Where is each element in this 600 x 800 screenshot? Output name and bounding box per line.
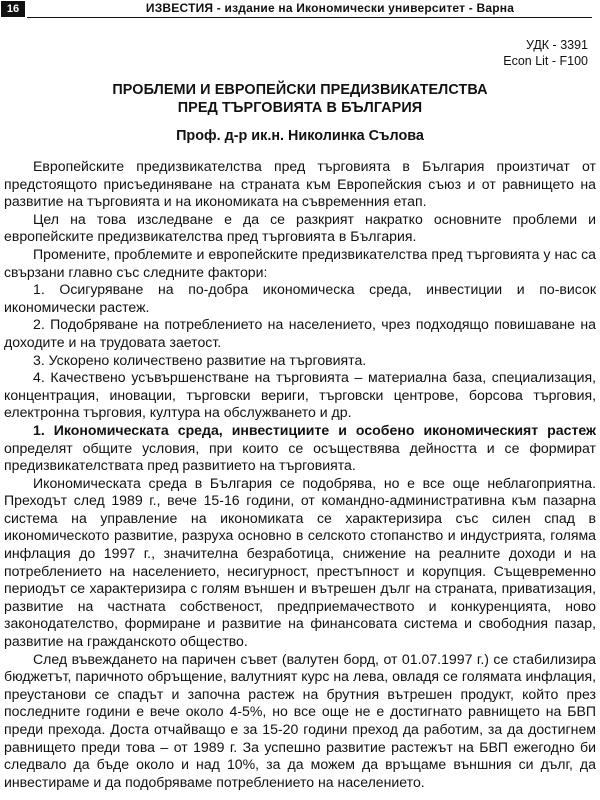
paragraph: Икономическата среда в България се подобрява, но е все още неблагоприятна. Преходът след 1989 г., вече 15-16 години, от командно-административна към пазарна система на управление на икономиката се характеризира със силен спад в икономическото развитие, разруха основно в селското стопанство и индустрията, голяма инфлация до 1997 г., значителна безработица, снижение на реалните доходи и на потреблението на населението, несигурност, престъпност и корупция. Същевременно периодът се характеризира с голям външен и вътрешен дълг на страната, приватизация, развитие на частната собственост, предприемачеството и конкуренцията, ново законодателство, формиране и развитие на финансовата система и свободния пазар, развитие на гражданското общество. [4,474,596,650]
title-line-1: ПРОБЛЕМИ И ЕВРОПЕЙСКИ ПРЕДИЗВИКАТЕЛСТВА [112,82,488,98]
classification-codes [503,37,588,69]
econlit-code: Econ Lit - F100 [503,54,588,68]
list-item: 2. Подобряване на потреблението на населението, чрез подходящо повишаване на доходите и на трудовата заетост. [4,316,596,350]
article-title [40,81,560,117]
header-rule [27,17,592,18]
list-item: 4. Качествено усъвършенстване на търговията – материална база, специализация, концентрация, иновации, търговски вериги, търговски центрове, борсова търговия, електронна търговия, култура на обслужването и др. [4,369,596,421]
udk-code: УДК - 3391 [525,38,588,52]
paragraph: Цел на това изследване е да се разкрият накратко основните проблеми и европейските предизвикателства пред търговията в България. [4,210,596,245]
title-line-2: ПРЕД ТЪРГОВИЯТА В БЪЛГАРИЯ [177,100,423,116]
paragraph-text: определят общите условия, при които се осъществява дейността и се формират предизвикателствата пред развитието на търговията. [4,439,596,474]
paragraph: Европейските предизвикателства пред търговията в България произтичат от предстоящото присъединяване на страната към Европейския съюз и от равнището на развитие на търговията и на икономиката на съвременния етап. [4,158,596,210]
list-item: 1. Осигуряване на по-добра икономическа среда, инвестиции и по-висок икономически растеж. [4,281,596,315]
page-number: 16 [1,1,25,17]
running-title: ИЗВЕСТИЯ - издание на Икономически университет - Варна [145,1,515,15]
paragraph: След въвеждането на паричен съвет (валутен борд, от 01.07.1997 г.) се стабилизира бюджетът, паричното обръщение, валутният курс на лева, овладя се голямата инфлация, преустанови се спадът и започна растеж на брутния вътрешен продукт, който през последните години е вече около 4-5%, но все още не е достигнато равнището на БВП преди прехода. Доста отчайващо е за 15-20 години преход да работим, за да достигнем равнището преди това – от 1989 г. За успешно развитие растежът на БВП ежегодно би следвало да бъде около и над 10%, за да можем да връщаме външния си дълг, да инвестираме и да подобряваме потреблението на населението. [4,650,596,790]
paragraph: Промените, проблемите и европейските предизвикателства пред търговията у нас са свързани главно със следните фактори: [4,245,596,280]
author-name: Проф. д-р ик.н. Николинка Сълова [176,128,424,144]
running-header [0,0,600,19]
list-item: 3. Ускорено количествено развитие на търговията. [33,351,367,368]
section-heading: 1. Икономическата среда, инвестициите и особено икономическият растеж [33,421,596,438]
article-body [4,158,596,791]
paragraph [4,422,596,475]
